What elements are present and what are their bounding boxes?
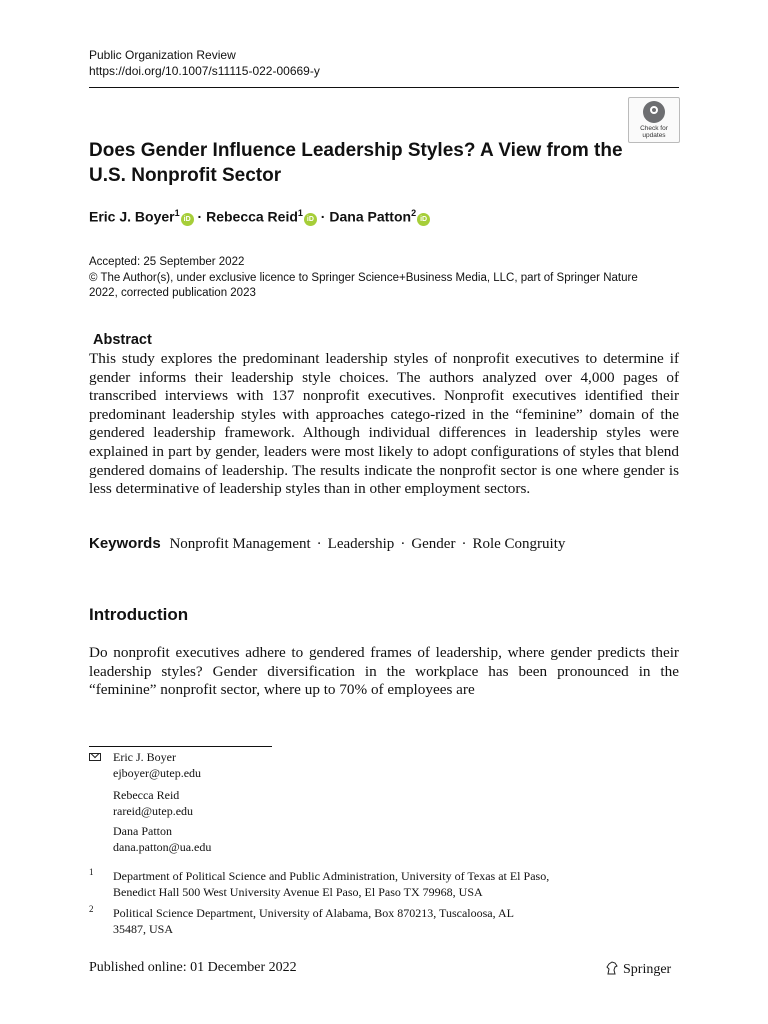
contact-email[interactable]: dana.patton@ua.edu — [113, 840, 212, 854]
contact-name: Rebecca Reid — [113, 788, 180, 802]
affiliation-entry: Department of Political Science and Public Administration, University of Texas at El Paso, Benedict Hall 500 West University Avenue El Paso, El Paso TX 79968, USA — [113, 869, 550, 899]
keywords — [89, 535, 565, 553]
keyword-separator: · — [316, 536, 322, 552]
article-title: Does Gender Influence Leadership Styles? A View from the U.S. Nonprofit Sector — [89, 140, 623, 186]
envelope-icon — [89, 753, 101, 761]
publication-info — [89, 255, 669, 302]
orcid-icon[interactable]: iD — [304, 213, 317, 226]
author-list — [89, 208, 430, 226]
keyword: Nonprofit Management — [169, 536, 311, 552]
springer-horse-icon — [605, 961, 619, 975]
orcid-icon[interactable]: iD — [417, 213, 430, 226]
header-rule — [89, 87, 679, 88]
journal-name: Public Organization Review — [89, 48, 236, 62]
footnote-rule — [89, 746, 272, 747]
contact-name: Eric J. Boyer — [113, 750, 176, 764]
check-for-updates-icon — [643, 101, 665, 123]
journal-doi[interactable]: https://doi.org/10.1007/s11115-022-00669-y — [89, 64, 320, 78]
contact-name: Dana Patton — [113, 824, 172, 838]
keyword: Leadership — [327, 536, 395, 552]
author-affiliation-marker: 1 — [297, 208, 303, 218]
published-online-date: Published online: 01 December 2022 — [89, 960, 297, 975]
contact-entry — [113, 823, 211, 855]
author-name[interactable]: Dana Patton — [329, 208, 412, 225]
author-affiliation-marker: 2 — [411, 208, 417, 218]
keyword: Role Congruity — [472, 536, 566, 552]
publisher-name: Springer — [623, 962, 672, 977]
copyright-notice: © The Author(s), under exclusive licence to Springer Science+Business Media, LLC, part of Springer Nature 2022, corrected publication 2023 — [89, 271, 638, 299]
abstract-heading: Abstract — [93, 332, 152, 348]
section-heading-introduction: Introduction — [89, 605, 189, 624]
keyword: Gender — [411, 536, 456, 552]
abstract-text: This study explores the predominant leadership styles of nonprofit executives to determine if gender informs their leadership style choices. The authors analyzed over 4,000 pages of transcribed interviews with 137 nonprofit executives. Nonprofit executives identified their predominant leadership styles with approaches catego-rized in the “feminine” domain of the gendered leadership framework. Although individual differences in leadership styles were explained in part by gender, leaders were most likely to adopt configurations of styles that blend gendered domains of leadership. The results indicate the nonprofit sector is one where gender is less determinative of leadership styles than in other employment sectors. — [89, 350, 679, 498]
contact-entry — [113, 749, 201, 781]
journal-header — [89, 47, 320, 79]
check-for-updates-badge[interactable]: Check for updates — [628, 97, 680, 143]
contact-email[interactable]: rareid@utep.edu — [113, 804, 194, 818]
affiliation-number: 1 — [89, 867, 94, 877]
keyword-separator: · — [400, 536, 406, 552]
author-separator: · — [316, 208, 330, 225]
keywords-label: Keywords — [89, 535, 161, 552]
author-separator: · — [193, 208, 207, 225]
author-affiliation-marker: 1 — [174, 208, 180, 218]
affiliation-number: 2 — [89, 904, 94, 914]
orcid-icon[interactable]: iD — [181, 213, 194, 226]
keyword-separator: · — [461, 536, 467, 552]
author-name[interactable]: Rebecca Reid — [206, 208, 298, 225]
affiliation-entry: Political Science Department, University of Alabama, Box 870213, Tuscaloosa, AL 35487, USA — [113, 906, 514, 936]
author-name[interactable]: Eric J. Boyer — [89, 208, 175, 225]
accepted-date: Accepted: 25 September 2022 — [89, 256, 245, 268]
contact-email[interactable]: ejboyer@utep.edu — [113, 766, 202, 780]
publisher-logo — [605, 961, 671, 978]
introduction-text: Do nonprofit executives adhere to gendered frames of leadership, where gender predicts their leadership styles? Gender diversification in the workplace has been pronounced in the “feminine” nonprofit sector, where up to 70% of employees are — [89, 644, 679, 699]
contact-entry — [113, 787, 193, 819]
